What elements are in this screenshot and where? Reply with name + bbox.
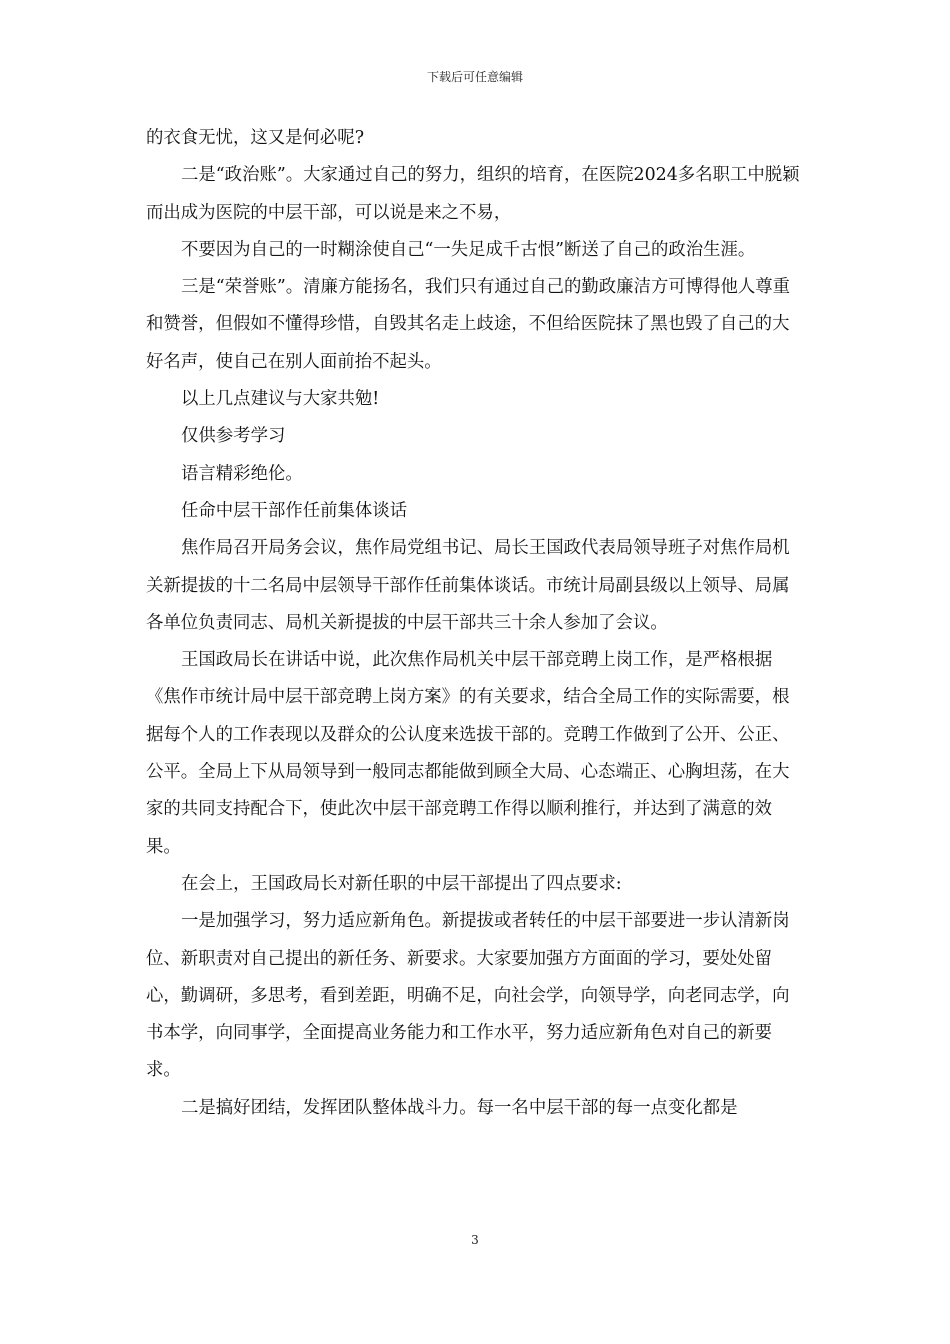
page-number: 3 [471,1233,479,1247]
paragraph-9: 焦作局召开局务会议，焦作局党组书记、局长王国政代表局领导班子对焦作局机关新提拔的十二名局中层领导干部作任前集体谈话。市统计局副县级以上领导、局属各单位负责同志、局机关新提拔的中层干部共三十余人参加了会议。 [146,538,790,633]
document-body [146,120,806,1127]
paragraph-13: 二是搞好团结，发挥团队整体战斗力。每一名中层干部的每一点变化都是 [181,1097,738,1118]
paragraph-4: 三是“荣誉账”。清廉方能扬名，我们只有通过自己的勤政廉洁方可博得他人尊重和赞誉，但假如不懂得珍惜，自毁其名走上歧途，不但给医院抹了黑也毁了自己的大好名声，使自己在别人面前抬不起头。 [146,277,791,372]
paragraph-2: 二是“政治账”。大家通过自己的努力，组织的培育，在医院2024多名职工中脱颖而出成为医院的中层干部，可以说是来之不易， [146,165,800,223]
paragraph-6: 仅供参考学习 [181,426,286,447]
paragraph-11: 在会上，王国政局长对新任职的中层干部提出了四点要求: [181,873,622,894]
paragraph-7: 语言精彩绝伦。 [181,463,303,484]
paragraph-1: 的衣食无忧，这又是何必呢? [146,128,365,148]
paragraph-12: 一是加强学习，努力适应新角色。新提拔或者转任的中层干部要进一步认清新岗位、新职责对自己提出的新任务、新要求。大家要加强方方面面的学习，要处处留心，勤调研，多思考，看到差距，明确不足，向社会学，向领导学，向老同志学，向书本学，向同事学，全面提高业务能力和工作水平，努力适应新角色对自己的新要求。 [146,911,790,1081]
paragraph-3: 不要因为自己的一时糊涂使自己“一失足成千古恨”断送了自己的政治生涯。 [181,239,756,260]
section-title: 任命中层干部作任前集体谈话 [181,500,408,521]
paragraph-10: 王国政局长在讲话中说，此次焦作局机关中层干部竞聘上岗工作，是严格根据《焦作市统计局中层干部竞聘上岗方案》的有关要求，结合全局工作的实际需要，根据每个人的工作表现以及群众的公认度来选拔干部的。竞聘工作做到了公开、公正、公平。全局上下从局领导到一般同志都能做到顾全大局、心态端正、心胸坦荡，在大家的共同支持配合下，使此次中层干部竞聘工作得以顺利推行，并达到了满意的效果。 [146,650,790,857]
page-header: 下载后可任意编辑 [426,70,523,84]
paragraph-5: 以上几点建议与大家共勉! [181,389,380,410]
